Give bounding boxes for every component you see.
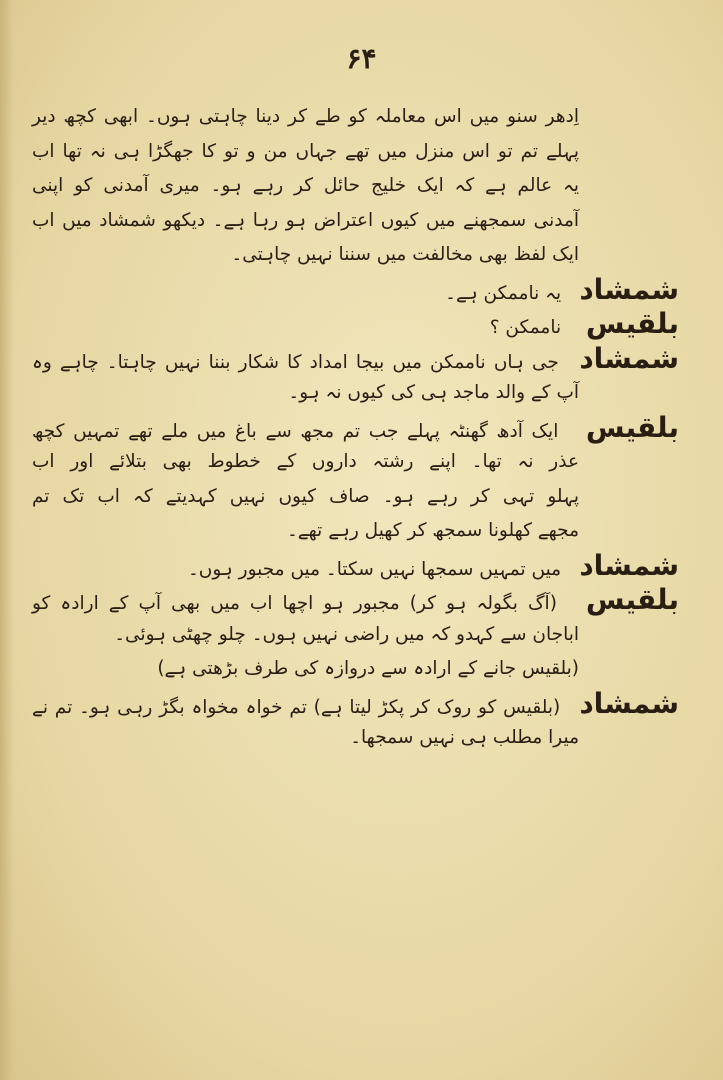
speaker-name: بلقیس	[585, 307, 679, 340]
dialogue-line: شمشاد (بلقیس کو روک کر پکڑ لیتا ہے) تم خواہ مخواہ بگڑ رہی ہو۔ تم نے	[32, 686, 679, 720]
stage-direction: (بلقیس جانے کے ارادہ سے دروازہ کی طرف بڑھتی ہے)	[157, 658, 579, 679]
page-fold-shadow	[0, 0, 14, 1080]
dialogue-line: شمشاد جی ہاں ناممکن میں بیجا امداد کا شکار بننا نہیں چاہتا۔ چاہے وہ	[32, 341, 679, 375]
dialogue-line: بلقیس (آگ بگولہ ہو کر) مجبور ہو اچھا اب میں بھی آپ کے ارادہ کو	[32, 583, 679, 616]
text-line: پہلے تم تو اس منزل میں تھے جہاں من و تو کا جھگڑا ہی نہ تھا اب	[32, 140, 579, 162]
text-line: یہ عالم ہے کہ ایک خلیج حائل کر رہے ہو۔ میری آمدنی کو اپنی	[32, 175, 579, 196]
text-line: ایک لفظ بھی مخالفت میں سننا نہیں چاہتی۔	[231, 244, 579, 265]
dialogue-text	[32, 100, 679, 756]
text-line: اباجان سے کہدو کہ میں راضی نہیں ہوں۔ چلو چھٹی ہوئی۔	[114, 623, 579, 645]
speaker-name: شمشاد	[579, 548, 679, 582]
text-line: مجھے کھلونا سمجھ کر کھیل رہے تھے۔	[286, 520, 579, 541]
speaker-name: شمشاد	[579, 272, 679, 306]
speaker-name: بلقیس	[585, 410, 679, 444]
dialogue-line: بلقیس ناممکن ؟	[489, 307, 679, 340]
speaker-name: شمشاد	[579, 686, 679, 720]
speaker-name: شمشاد	[579, 341, 679, 375]
dialogue-line: شمشاد یہ ناممکن ہے۔	[445, 272, 679, 306]
text-line: اِدھر سنو میں اس معاملہ کو طے کر دینا چاہتی ہوں۔ ابھی کچھ دیر	[32, 106, 579, 127]
text-line: آمدنی سمجھنے میں کیوں اعتراض ہو رہا ہے۔ دیکھو شمشاد میں اب	[32, 209, 579, 231]
dialogue-line: شمشاد میں تمہیں سمجھا نہیں سکتا۔ میں مجبور ہوں۔	[187, 548, 679, 582]
dialogue-line: بلقیس ایک آدھ گھنٹہ پہلے جب تم مجھ سے باغ میں ملے تھے تمہیں کچھ	[32, 410, 679, 444]
speaker-name: بلقیس	[585, 583, 679, 616]
text-line: آپ کے والد ماجد ہی کی کیوں نہ ہو۔	[288, 382, 579, 403]
text-line: پہلو تہی کر رہے ہو۔ صاف کیوں نہیں کہدیتے کہ اب تک تم	[32, 485, 579, 507]
text-line: میرا مطلب ہی نہیں سمجھا۔	[350, 727, 579, 748]
text-line: عذر نہ تھا۔ اپنے رشتہ داروں کے خطوط بھی بتلائے اور اب	[32, 451, 579, 472]
page-number: ۶۴	[346, 42, 377, 75]
